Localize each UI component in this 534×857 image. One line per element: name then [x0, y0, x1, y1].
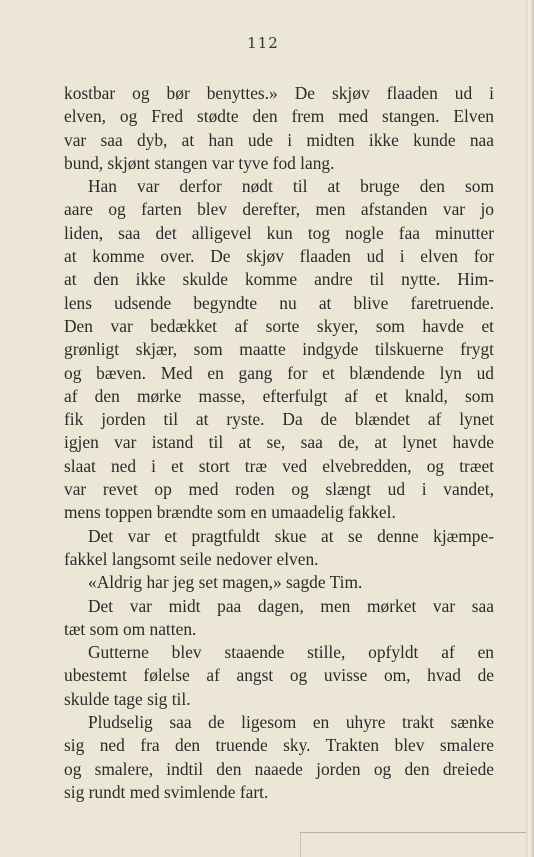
text-line: fik jorden til at ryste. Da de blændet af lynet — [64, 409, 494, 430]
text-line: kostbar og bør benyttes.» De skjøv flaaden ud i — [64, 83, 494, 103]
text-line: mens toppen brændte som en umaadelig fakkel. — [64, 502, 396, 523]
text-line: og bæven. Med en gang for et blændende lyn ud — [64, 362, 494, 383]
text-line: Gutterne blev staaende stille, opfyldt af en — [88, 642, 494, 663]
page-number: 112 — [247, 34, 279, 52]
text-line: aare og farten blev derefter, men afstanden var jo — [64, 199, 494, 220]
text-line: fakkel langsomt seile nedover elven. — [64, 548, 319, 569]
text-line: grønligt skjær, som maatte indgyde tilskuerne frygt — [64, 339, 494, 360]
text-line: slaat ned i et stort træ ved elvebredden, og træet — [64, 455, 494, 476]
text-line: sig ned fra den truende sky. Trakten blev smalere — [64, 735, 494, 756]
bottom-tick — [300, 833, 301, 857]
text-line: tæt som om natten. — [64, 618, 197, 639]
text-line: Det var et pragtfuldt skue at se denne kjæmpe- — [88, 525, 494, 546]
text-line: at den ikke skulde komme andre til nytte. Him- — [64, 269, 494, 290]
text-line: igjen var istand til at se, saa de, at lynet havde — [64, 432, 494, 453]
text-line: Det var midt paa dagen, men mørket var saa — [88, 595, 494, 616]
page-edge — [526, 0, 534, 857]
text-line: var revet op med roden og slængt ud i vandet, — [64, 479, 494, 500]
text-line: og smalere, indtil den naaede jorden og den dreiede — [64, 758, 494, 779]
text-line: var saa dyb, at han ude i midten ikke kunde naa — [64, 129, 494, 150]
text-line: bund, skjønt stangen var tyve fod lang. — [64, 152, 335, 173]
bottom-rule — [300, 832, 526, 833]
text-line: af den mørke masse, efterfulgt af et knald, som — [64, 385, 494, 406]
text-line: at komme over. De skjøv flaaden ud i elven for — [64, 246, 494, 267]
text-line: skulde tage sig til. — [64, 688, 191, 709]
body-text — [64, 82, 494, 804]
text-line: sig rundt med svimlende fart. — [64, 781, 269, 802]
text-line: Den var bedækket af sorte skyer, som havde et — [64, 315, 494, 336]
text-line: ubestemt følelse af angst og uvisse om, hvad de — [64, 665, 494, 686]
text-line: Pludselig saa de ligesom en uhyre trakt sænke — [88, 712, 494, 733]
text-line: Han var derfor nødt til at bruge den som — [88, 176, 494, 197]
text-line: elven, og Fred stødte den frem med stangen. Elven — [64, 106, 494, 127]
text-line: lens udsende begyndte nu at blive faretruende. — [64, 292, 494, 313]
text-line: liden, saa det alligevel kun tog nogle faa minutter — [64, 222, 494, 243]
text-line: «Aldrig har jeg set magen,» sagde Tim. — [88, 572, 363, 593]
